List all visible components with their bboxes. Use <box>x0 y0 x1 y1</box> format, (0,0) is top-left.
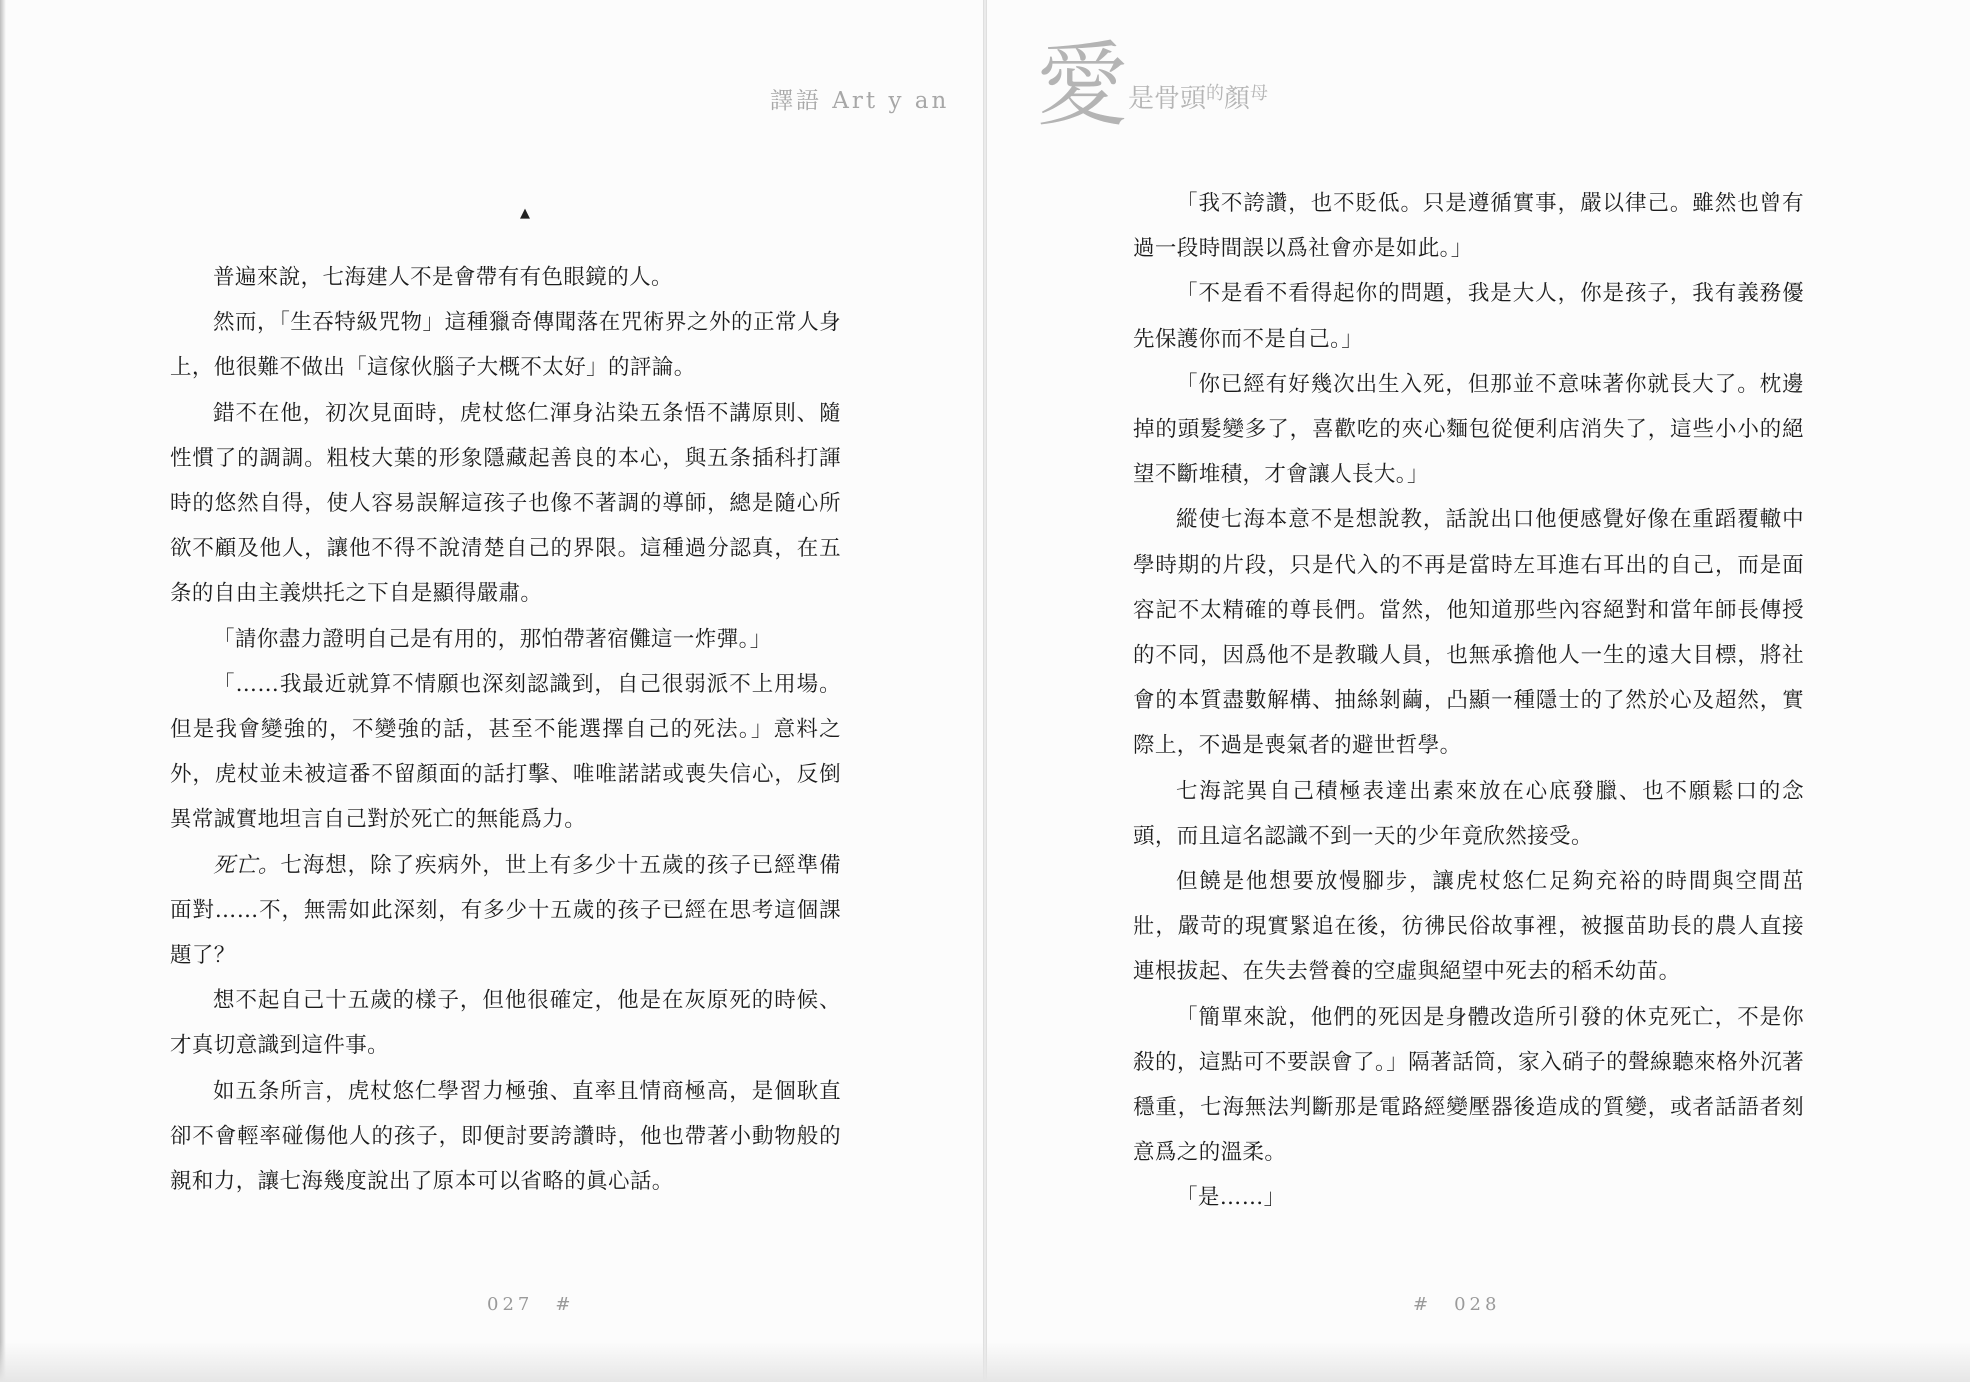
paragraph: 「我不誇讚，也不貶低。只是遵循實事，嚴以律己。雖然也曾有過一段時間誤以爲社會亦是如此。」 <box>1133 191 1804 262</box>
paragraph: 「你已經有好幾次出生入死，但那並不意味著你就長大了。枕邊掉的頭髮變多了，喜歡吃的夾心麵包從便利店消失了，這些小小的絕望不斷堆積，才會讓人長大。」 <box>1133 371 1804 488</box>
paragraph: 七海詫異自己積極表達出素來放在心底發臘、也不願鬆口的念頭，而且這名認識不到一天的少年竟欣然接受。 <box>1133 778 1804 849</box>
paragraph: 縱使七海本意不是想說教，話說出口他便感覺好像在重蹈覆轍中學時期的片段，只是代入的不再是當時左耳進右耳出的自己，而是面容記不太精確的尊長們。當然，他知道那些內容絕對和當年師長傳授的不同，因爲他不是教職人員，也無承擔他人一生的遠大目標，將社會的本質盡數解構、抽絲剝繭，凸顯一種隱士的了然於心及超然，實際上，不過是喪氣者的避世哲學。 <box>1133 507 1804 759</box>
left-page-body <box>170 255 841 1204</box>
paragraph: 然而，「生吞特級咒物」這種獵奇傳聞落在咒術界之外的正常人身上，他很難不做出「這傢伙腦子大概不太好」的評論。 <box>170 310 841 381</box>
logo-text: 顏 <box>1224 84 1251 114</box>
paragraph: 想不起自己十五歲的樣子，但他很確定，他是在灰原死的時候、才真切意識到這件事。 <box>170 988 841 1059</box>
triangle-marker-icon: ▲ <box>520 206 530 221</box>
bottom-shade <box>0 1342 1970 1382</box>
running-header-left: 譯語 Art y an <box>770 88 950 114</box>
page-number-left: 027 # <box>487 1294 575 1315</box>
title-logo <box>1036 32 1269 139</box>
paragraph: 「請你盡力證明自己是有用的，那怕帶著宿儺這一炸彈。」 <box>213 626 772 652</box>
page-number-right: # 028 <box>1413 1294 1501 1315</box>
paragraph: 「……我最近就算不情願也深刻認識到，自己很弱派不上用場。但是我會變強的，不變強的話，甚至不能選擇自己的死法。」意料之外，虎杖並未被這番不留顏面的話打擊、唯唯諾諾或喪失信心，反倒異常誠實地坦言自己對於死亡的無能爲力。 <box>170 671 841 833</box>
paragraph <box>170 843 841 979</box>
paragraph: 普遍來說，七海建人不是會帶有有色眼鏡的人。 <box>213 265 673 290</box>
logo-big-char: 愛 <box>1036 32 1129 139</box>
left-edge-shadow <box>0 0 6 1382</box>
logo-text: 母 <box>1250 83 1269 104</box>
emphasis-text: 死亡。 <box>213 852 281 878</box>
logo-text: 是骨頭 <box>1128 84 1207 114</box>
paragraph: 「簡單來說，他們的死因是身體改造所引發的休克死亡，不是你殺的，這點可不要誤會了。」隔著話筒，家入硝子的聲線聽來格外沉著穩重，七海無法判斷那是電路經變壓器後造成的質變，或者話語者刻意爲之的溫柔。 <box>1133 1004 1804 1166</box>
paragraph-text: 七海想，除了疾病外，世上有多少十五歲的孩子已經準備面對……不，無需如此深刻，有多少十五歲的孩子已經在思考這個課題了？ <box>170 852 841 969</box>
right-page <box>987 0 1970 1382</box>
paragraph: 錯不在他，初次見面時，虎杖悠仁渾身沾染五条悟不講原則、隨性慣了的調調。粗枝大葉的形象隱藏起善良的本心，與五条插科打諢時的悠然自得，使人容易誤解這孩子也像不著調的導師，總是隨心所欲不顧及他人，讓他不得不說清楚自己的界限。這種過分認真，在五条的自由主義烘托之下自是顯得嚴肅。 <box>170 400 841 607</box>
logo-text: 的 <box>1206 83 1225 104</box>
paragraph: 「不是看不看得起你的問題，我是大人，你是孩子，我有義務優先保護你而不是自己。」 <box>1133 281 1804 352</box>
paragraph: 「是……」 <box>1176 1185 1286 1211</box>
right-page-body <box>1133 181 1804 1221</box>
paragraph: 如五条所言，虎杖悠仁學習力極強、直率且情商極高，是個耿直卻不會輕率碰傷他人的孩子，即便討要誇讚時，他也帶著小動物般的親和力，讓七海幾度說出了原本可以省略的眞心話。 <box>170 1078 841 1195</box>
paragraph: 但饒是他想要放慢腳步，讓虎杖悠仁足夠充裕的時間與空間茁壯，嚴苛的現實緊追在後，彷彿民俗故事裡，被揠苗助長的農人直接連根拔起、在失去營養的空虛與絕望中死去的稻禾幼苗。 <box>1133 869 1804 985</box>
left-page <box>0 0 983 1382</box>
